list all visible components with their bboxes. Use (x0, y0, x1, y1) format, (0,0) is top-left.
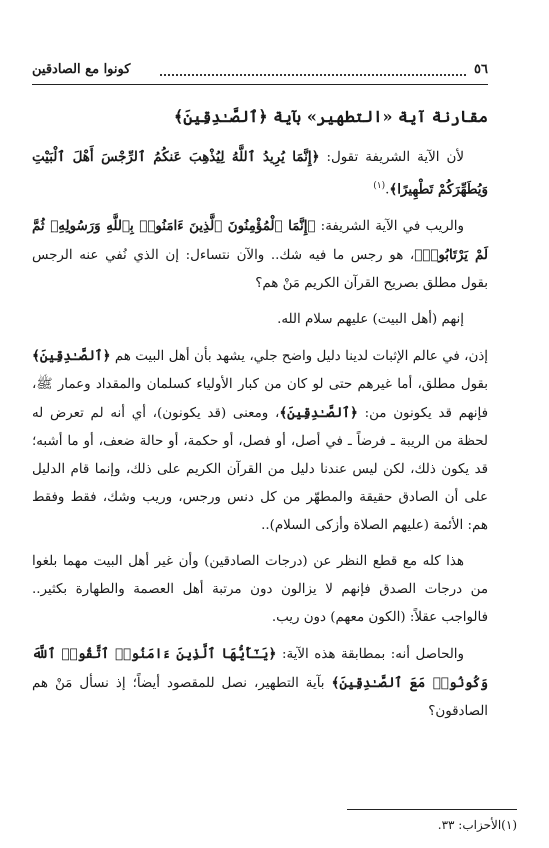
paragraph-text: بآية التطهير، نصل للمقصود أيضاً؛ إذ نسأل مَنْ هم الصادقون؟ (32, 676, 488, 720)
header-rule (32, 84, 488, 85)
paragraph-2 (32, 212, 488, 298)
footnote-marker: (١) (373, 181, 386, 191)
paragraph-3 (32, 306, 488, 334)
paragraph-5 (32, 548, 488, 632)
quran-verse: ﴿يَـٰٓأَيُّهَا ٱلَّذِينَ ءَامَنُوا۟ ٱتَّقُوا۟ ٱللَّهَ وَكُونُوا۟ مَعَ ٱلصَّـٰدِقِينَ﴾ (32, 646, 489, 692)
running-title: كونوا مع الصادقين (32, 62, 131, 77)
paragraph-text: إذن، في عالم الإثبات لدينا دليل واضح جلي، يشهد بأن أهل البيت هم (110, 349, 488, 365)
header-dot-leader (160, 74, 466, 76)
paragraph-text: ، هو رجس ما فيه شك.. والآن نتساءل: إن الذي نُفي عنه الرجس بقول مطلق بصريح القرآن الكريم مَنْ هم؟ (32, 248, 488, 292)
paragraph-1 (32, 143, 488, 204)
paragraph-4 (32, 342, 488, 540)
paragraph-text: إنهم (أهل البيت) عليهم سلام الله. (277, 312, 464, 328)
running-header (32, 62, 488, 84)
quran-verse: ﴿إِنَّمَا ٱلْمُؤْمِنُونَ ٱلَّذِينَ ءَامَنُوا۟ بِٱللَّهِ وَرَسُولِهِۦ ثُمَّ لَمْ يَرْتَابُوا۟﴾ (32, 218, 489, 264)
paragraph-text: ، ومعنى (قد يكونون)، أي أنه لم تعرض له لحظة من الريبة ـ فرضاً ـ في أصل، أو فصل، أو حكمة، أو حالة ضعف، أو ما أشبه؛ قد يكون ذلك، لكن ليس عندنا دليل من القرآن الكريم على ذلك، وإنما قام الدليل على أن الصادق حقيقة والمطهّر من كل دنس ورجس، وريب وشك، فقط وفقط هم: الأئمة (عليهم الصلاة وأزكى السلام).. (32, 406, 488, 534)
paragraph-text: والحاصل أنه: بمطابقة هذه الآية: (276, 647, 464, 663)
quran-verse: ﴿ٱلصَّـٰدِقِينَ﴾ (32, 348, 111, 365)
quran-verse: ﴿إِنَّمَا يُرِيدُ ٱللَّهُ لِيُذْهِبَ عَنكُمُ ٱلرِّجْسَ أَهْلَ ٱلْبَيْتِ وَيُطَهِّرَكُمْ تَطْهِيرًا﴾ (32, 149, 488, 198)
footnote: (١)الأحزاب: ٣٣. (437, 818, 517, 832)
section-title: مقارنة آية «التطهير» بآية ﴿ٱلصَّـٰدِقِينَ﴾ (173, 107, 488, 126)
page-number: ٥٦ (474, 62, 488, 77)
paragraph-text: . (385, 182, 390, 198)
paragraph-6 (32, 640, 488, 726)
paragraph-text: والريب في الآية الشريفة: (315, 219, 464, 235)
paragraph-text: لأن الآية الشريفة تقول: (319, 150, 464, 165)
quran-verse: ﴿ٱلصَّـٰدِقِينَ﴾ (279, 405, 358, 422)
paragraph-text: هذا كله مع قطع النظر عن (درجات الصادقين) وأن غير أهل البيت مهما بلغوا من درجات الصدق فإنهم لا يزالون دون مرتبة أهل العصمة والطهارة بكثير.. فالواجب عقلاً: (الكون معهم) دون ريب. (32, 554, 488, 626)
paragraph-text: بقول مطلق، أما غيرهم حتى لو كان من كبار الأولياء كسلمان والمقداد وعمار ﷺ، فإنهم قد يكونون من: (32, 377, 488, 422)
page-body (32, 103, 488, 734)
footnote-rule (347, 809, 517, 810)
